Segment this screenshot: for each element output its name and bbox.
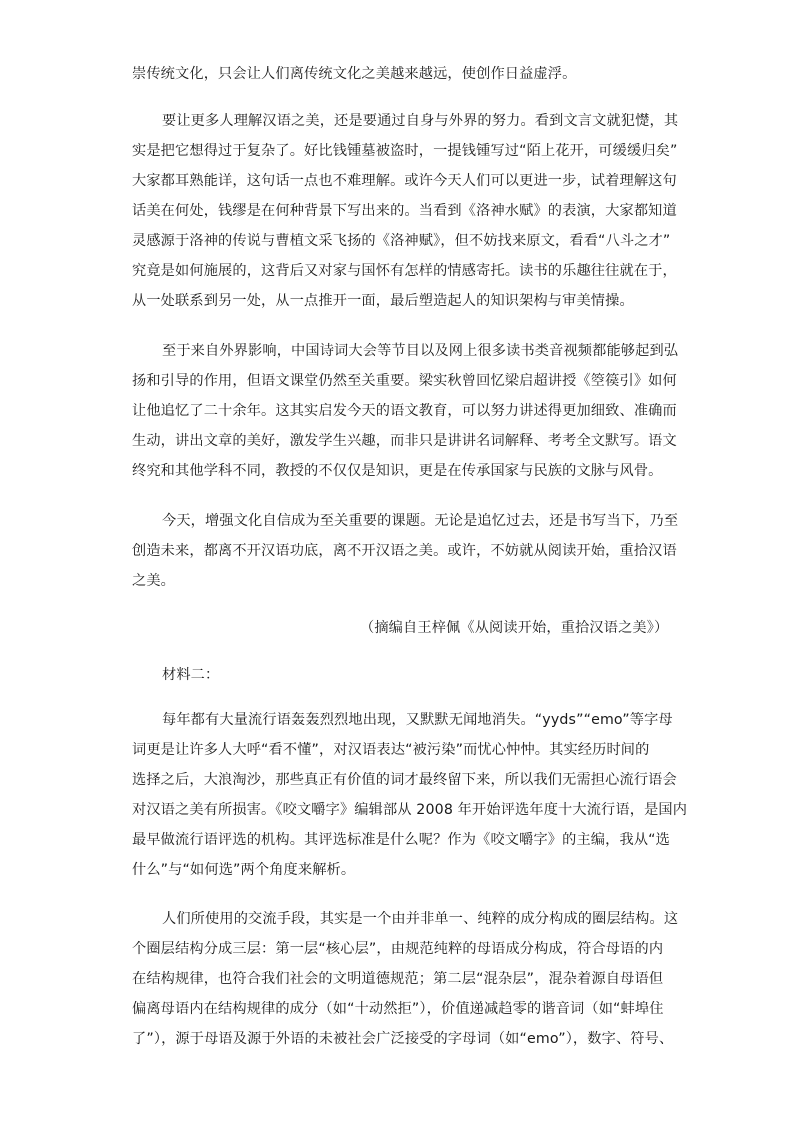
text-line: 从一处联系到另一处，从一点推开一面，最后塑造起人的知识架构与审美情操。 — [132, 293, 634, 309]
text-line: 崇传统文化，只会让人们离传统文化之美越来越远，使创作日益虚浮。 — [132, 66, 577, 82]
text-line: 生动，讲出文章的美好，激发学生兴趣，而非只是讲讲名词解释、考考全文默写。语文 — [132, 433, 677, 449]
text-line: 至于来自外界影响，中国诗词大会等节目以及网上很多读书类音视频都能够起到弘 — [162, 343, 679, 359]
text-line: 个圈层结构分成三层：第一层“核心层”，由规范纯粹的母语成分构成，符合母语的内 — [132, 941, 664, 957]
text-line: 要让更多人理解汉语之美，还是要通过自身与外界的努力。看到文言文就犯憷，其 — [162, 113, 679, 129]
text-line: 终究和其他学科不同，教授的不仅仅是知识，更是在传承国家与民族的文脉与风骨。 — [132, 463, 663, 479]
text-line: 对汉语之美有所损害。《咬文嚼字》编辑部从 2008 年开始评选年度十大流行语，是国内 — [132, 802, 688, 818]
text-line: 最早做流行语评选的机构。其评选标准是什么呢？作为《咬文嚼字》的主编，我从“选 — [132, 832, 670, 848]
text-line: 究竟是如何施展的，这背后又对家与国怀有怎样的情感寄托。读书的乐趣往往就在于， — [132, 263, 677, 279]
text-line: 在结构规律，也符合我们社会的文明道德规范；第二层“混杂层”，混杂着源自母语但 — [132, 971, 664, 987]
text-line: 扬和引导的作用，但语文课堂仍然至关重要。梁实秋曾回忆梁启超讲授《箜篌引》如何 — [132, 373, 677, 389]
text-line: 选择之后，大浪淘沙，那些真正有价值的词才最终留下来，所以我们无需担心流行语会 — [132, 772, 677, 788]
text-line: 了”），源于母语及源于外语的未被社会广泛接受的字母词（如“emo”），数字、符号、 — [132, 1031, 674, 1047]
text-line: 大家都耳熟能详，这句话一点也不难理解。或许今天人们可以更进一步，试着理解这句 — [132, 173, 677, 189]
text-line: 实是把它想得过于复杂了。好比钱锺墓被盗时，一提钱锺写过“陌上花开，可缓缓归矣” — [132, 143, 678, 159]
text-line: 今天，增强文化自信成为至关重要的课题。无论是追忆过去，还是书写当下，乃至 — [162, 513, 679, 529]
text-line: 话美在何处，钱缪是在何种背景下写出来的。当看到《洛神水赋》的表演，大家都知道 — [132, 203, 677, 219]
source-citation: （摘编自王梓佩《从阅读开始，重拾汉语之美》） — [360, 620, 669, 636]
text-line: 之美。 — [132, 573, 176, 589]
text-line: 人们所使用的交流手段，其实是一个由并非单一、纯粹的成分构成的圈层结构。这 — [162, 911, 679, 927]
text-line: 什么”与“如何选”两个角度来解析。 — [132, 862, 356, 878]
text-line: 灵感源于洛神的传说与曹植文采飞扬的《洛神赋》，但不妨找来原文，看看“八斗之才” — [132, 233, 671, 249]
text-line: 创造未来，都离不开汉语功底，离不开汉语之美。或许，不妨就从阅读开始，重拾汉语 — [132, 543, 677, 559]
text-line: 偏离母语内在结构规律的成分（如“十动然拒”），价值递减趋零的谐音词（如“蚌埠住 — [132, 1001, 664, 1017]
text-line: 词更是让许多人大呼“看不懂”，对汉语表达“被污染”而忧心忡忡。其实经历时间的 — [132, 742, 650, 758]
section-heading: 材料二： — [162, 667, 220, 683]
text-line: 让他追忆了二十余年。这其实启发今天的语文教育，可以努力讲述得更加细致、准确而 — [132, 403, 677, 419]
text-line: 每年都有大量流行语轰轰烈烈地出现，又默默无闻地消失。“yyds”“emo”等字母 — [162, 712, 673, 728]
